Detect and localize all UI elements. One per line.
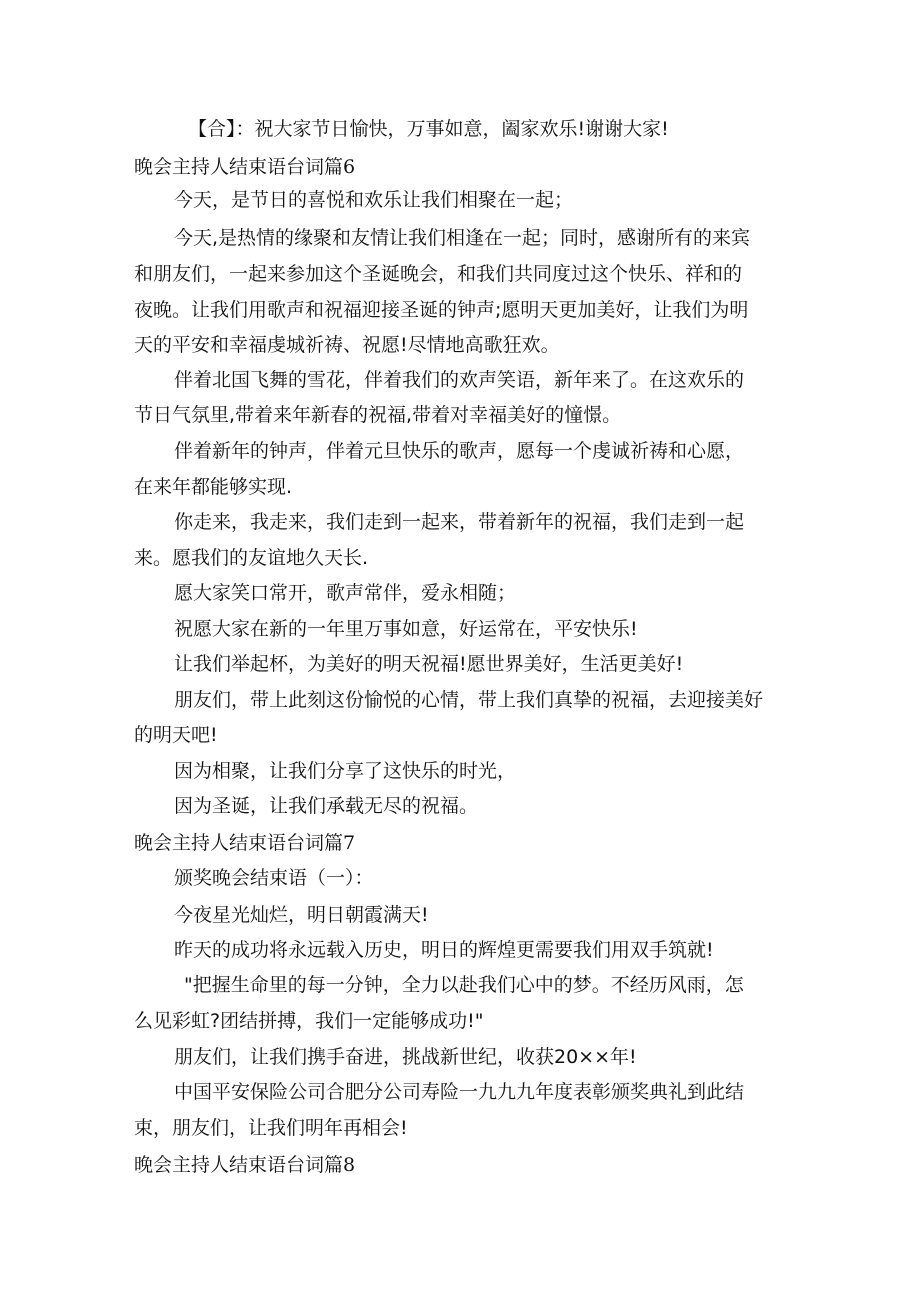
text-line: 让我们举起杯，为美好的明天祝福!愿世界美好，生活更美好! — [174, 653, 684, 675]
text-line: 伴着新年的钟声，伴着元旦快乐的歌声，愿每一个虔诚祈祷和心愿， — [174, 440, 745, 462]
section-heading: 晚会主持人结束语台词篇6 — [134, 156, 356, 178]
text-line: 的明天吧! — [134, 724, 218, 746]
text-line: 今夜星光灿烂，明日朝霞满天! — [174, 904, 429, 926]
text-line: 朋友们，带上此刻这份愉悦的心情，带上我们真挚的祝福，去迎接美好 — [174, 689, 764, 711]
text-line: 和朋友们，一起来参加这个圣诞晚会，和我们共同度过这个快乐、祥和的 — [134, 263, 743, 285]
text-line: 愿大家笑口常开，歌声常伴，爱永相随； — [174, 582, 517, 604]
text-line: 朋友们，让我们携手奋进，挑战新世纪，收获20××年! — [174, 1046, 637, 1068]
text-line: 天的平安和幸福虔城祈祷、祝愿!尽情地高歌狂欢。 — [134, 334, 560, 356]
text-line: 束，朋友们，让我们明年再相会! — [134, 1117, 408, 1139]
text-line: 么见彩虹?团结拼搏，我们一定能够成功!" — [134, 1010, 484, 1032]
text-line: 颁奖晚会结束语（一）： — [174, 867, 374, 889]
section-heading: 晚会主持人结束语台词篇7 — [134, 832, 356, 854]
text-line: 因为相聚，让我们分享了这快乐的时光， — [174, 760, 517, 782]
text-line: 你走来，我走来，我们走到一起来，带着新年的祝福，我们走到一起 — [174, 511, 745, 533]
text-line: 来。愿我们的友谊地久天长. — [134, 547, 369, 569]
text-line: 昨天的成功将永远载入历史，明日的辉煌更需要我们用双手筑就! — [174, 939, 714, 961]
text-line: 中国平安保险公司合肥分公司寿险一九九九年度表彰颁奖典礼到此结 — [174, 1081, 745, 1103]
section-heading: 晚会主持人结束语台词篇8 — [134, 1154, 356, 1176]
text-line: 【合】：祝大家节日愉快，万事如意，阖家欢乐!谢谢大家! — [188, 118, 669, 140]
text-line: 节日气氛里,带着来年新春的祝福,带着对幸福美好的憧憬。 — [134, 404, 622, 426]
text-line: 伴着北国飞舞的雪花，伴着我们的欢声笑语，新年来了。在这欢乐的 — [174, 369, 745, 391]
text-line: "把握生命里的每一分钟，全力以赴我们心中的梦。不经历风雨，怎 — [184, 974, 744, 996]
text-line: 祝愿大家在新的一年里万事如意，好运常在，平安快乐! — [174, 618, 638, 640]
text-line: 夜晚。让我们用歌声和祝福迎接圣诞的钟声;愿明天更加美好，让我们为明 — [134, 299, 749, 321]
text-line: 今天，是节日的喜悦和欢乐让我们相聚在一起； — [174, 189, 574, 211]
text-line: 因为圣诞，让我们承载无尽的祝福。 — [174, 795, 479, 817]
text-line: 今天,是热情的缘聚和友情让我们相逢在一起；同时，感谢所有的来宾 — [174, 227, 751, 249]
text-line: 在来年都能够实现. — [134, 476, 293, 498]
